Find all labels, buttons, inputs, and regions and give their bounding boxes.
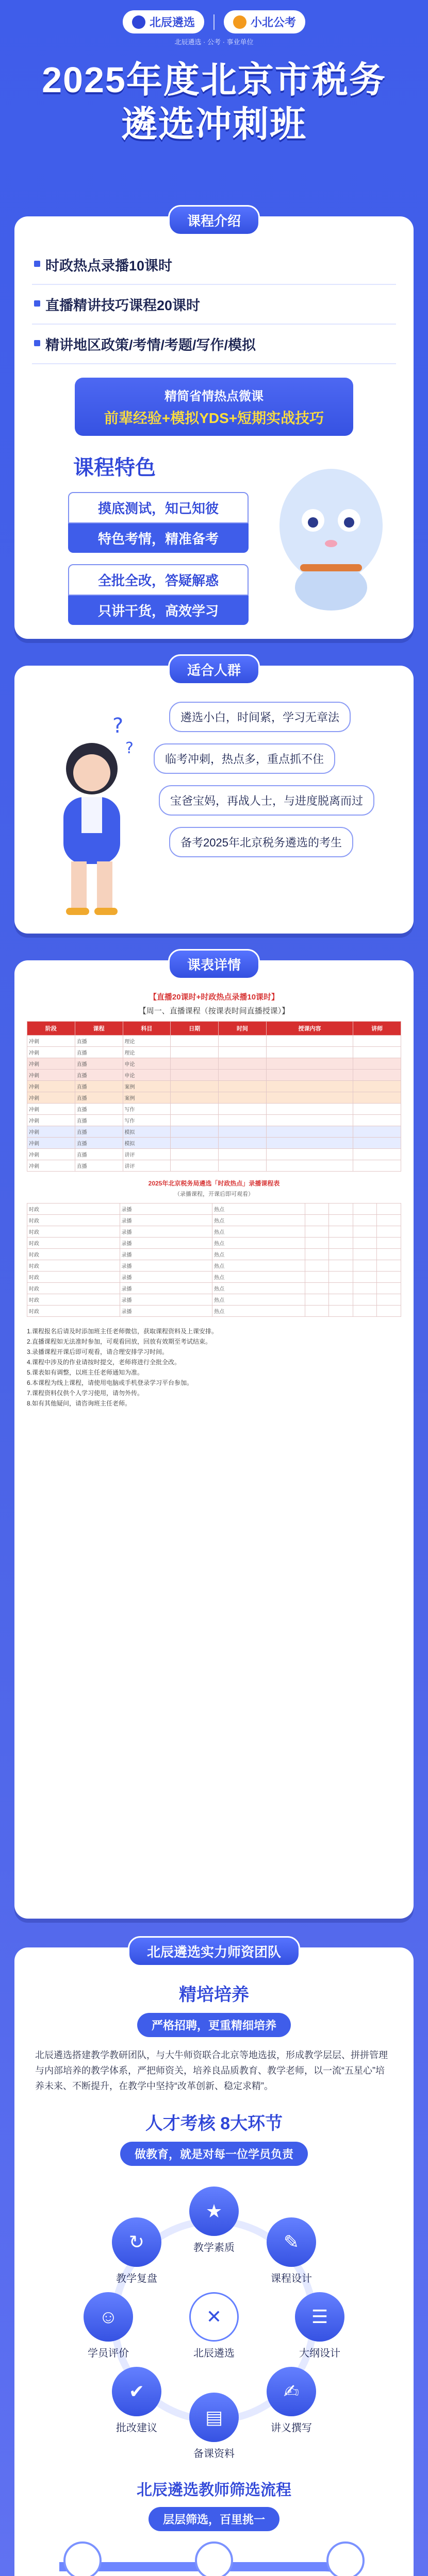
table-cell [329,1306,353,1317]
table-row [27,1081,401,1092]
column-header: 课程 [75,1022,123,1036]
note-line: 1.课程报名后请及时添加班主任老师微信，获取课程资料及上课安排。 [27,1328,218,1335]
table-cell [353,1115,401,1126]
feedback-icon: ☺ [84,2292,133,2342]
course-intro-list [32,245,396,364]
table-cell: 冲刺 [27,1070,75,1081]
correction-icon: ✔ [112,2367,161,2416]
table-cell: 申论 [123,1058,171,1070]
table-cell: 直播 [75,1138,123,1149]
logo-xiaobei [224,10,305,33]
table-cell [219,1126,267,1138]
training-title: 精培培养 [179,1985,249,2005]
table-cell [266,1081,353,1092]
audience-item: 遴选小白，时间紧，学习无章法 [169,702,351,732]
audience-item: 备考2025年北京税务遴选的考生 [169,827,353,857]
note-line: 4.课程中涉及的作业请按时提交，老师将进行全批全改。 [27,1359,181,1366]
table-cell [377,1204,401,1215]
table-cell [219,1036,267,1047]
ring-node: ✔ 批改建议 [108,2367,165,2434]
table-row [27,1238,401,1249]
table-cell: 直播 [75,1036,123,1047]
ring-node: ☰ 大纲设计 [291,2292,348,2360]
outline-icon: ☰ [295,2292,344,2342]
table-cell: 直播 [75,1104,123,1115]
audience-item: 宝爸宝妈，再战人士，与进度脱离而过 [159,785,374,816]
ring-node: ↻ 教学复盘 [108,2217,165,2285]
table-cell: 直播 [75,1081,123,1092]
design-icon: ✎ [267,2217,316,2267]
table-cell [219,1149,267,1160]
table-cell [329,1204,353,1215]
table-cell: 冲刺 [27,1104,75,1115]
table-cell: 直播 [75,1092,123,1104]
teaching-icon: ★ [189,2187,239,2236]
mascot-face-icon: ✕ [189,2292,239,2342]
table-cell: 冲刺 [27,1126,75,1138]
table-cell [377,1226,401,1238]
table-cell [266,1070,353,1081]
table-cell [353,1138,401,1149]
column-header: 授课内容 [266,1022,353,1036]
table-cell: 直播 [75,1047,123,1058]
table-cell: 时政 [27,1283,120,1294]
assessment-title: 人才考核 8大环节 [145,2114,283,2133]
table-cell [305,1226,329,1238]
brand-logos [0,10,428,33]
feature-bottom: 只讲干货，高效学习 [68,596,249,625]
table-cell: 时政 [27,1226,120,1238]
table-cell [266,1047,353,1058]
logo-subtitle: 北辰遴选 · 公考 · 事业单位 [174,38,254,46]
column-header: 科目 [123,1022,171,1036]
handout-icon: ✍ [267,2367,316,2416]
table-cell: 时政 [27,1215,120,1226]
table-cell [305,1294,329,1306]
table-cell: 讲评 [123,1160,171,1172]
training-pill: 严格招聘，更重精细培养 [137,2013,291,2037]
table-cell [353,1306,377,1317]
table-cell: 冲刺 [27,1149,75,1160]
page-title-line2: 遴选冲刺班 [121,104,307,144]
table-cell [329,1215,353,1226]
table-cell: 时政 [27,1249,120,1260]
table-cell [305,1283,329,1294]
table-row [27,1058,401,1070]
table-cell: 冲刺 [27,1036,75,1047]
table-cell [266,1036,353,1047]
table-cell: 直播 [75,1058,123,1070]
table-cell [353,1092,401,1104]
page-title [0,58,428,146]
table-cell [219,1047,267,1058]
intro-item: 时政热点录播10课时 [32,245,396,285]
note-line: 6.本课程为线上课程，请使用电脑或手机登录学习平台参加。 [27,1379,193,1386]
table-row [27,1215,401,1226]
table-cell [353,1283,377,1294]
assessment-pill: 做教育，就是对每一位学员负责 [120,2142,308,2166]
table-cell: 理论 [123,1036,171,1047]
schedule-table-live [27,1021,401,1172]
flow-step [170,2541,258,2576]
table-cell [171,1149,219,1160]
assessment-ring [70,2176,358,2465]
table-cell [353,1149,401,1160]
materials-icon: ▤ [189,2393,239,2442]
table-cell [266,1104,353,1115]
ring-node: ✍ 讲义撰写 [263,2367,320,2434]
table-cell [266,1160,353,1172]
table-cell: 时政 [27,1204,120,1215]
table-cell [377,1238,401,1249]
table-row [27,1070,401,1081]
course-feature-title: 课程特色 [73,456,156,479]
note-line: 3.录播课程开课后即可观看，请合理安排学习时间。 [27,1348,169,1355]
table-cell [353,1160,401,1172]
table-cell: 热点 [212,1260,305,1272]
flow-step [39,2541,126,2576]
table-cell [353,1047,401,1058]
logo-beichen [123,10,204,33]
table-cell [329,1249,353,1260]
table-row [27,1036,401,1047]
table-cell [266,1092,353,1104]
audience-item: 临考冲刺，热点多，重点抓不住 [154,743,335,774]
recorded-schedule-heading: 2025年北京税务局遴选「时政热点」录播课程表 [148,1180,280,1187]
table-cell [219,1115,267,1126]
table-row [27,1204,401,1215]
feature-bottom: 特色考情，精准备考 [68,523,249,553]
selection-flow-title: 北辰遴选教师筛选流程 [137,2482,291,2499]
table-cell [353,1238,377,1249]
table-cell [219,1081,267,1092]
table-cell [377,1283,401,1294]
table-cell [305,1249,329,1260]
table-cell [353,1215,377,1226]
table-cell: 案例 [123,1081,171,1092]
logo-beichen-text: 北辰遴选 [149,16,195,29]
table-cell: 申论 [123,1070,171,1081]
table-cell [219,1138,267,1149]
table-cell [353,1081,401,1092]
table-row [27,1160,401,1172]
table-cell: 直播 [75,1070,123,1081]
table-cell: 热点 [212,1238,305,1249]
table-cell [353,1249,377,1260]
table-row [27,1260,401,1272]
table-cell [377,1294,401,1306]
table-row [27,1249,401,1260]
table-cell [329,1238,353,1249]
table-cell [329,1283,353,1294]
table-row [27,1306,401,1317]
ring-node: ☺ 学员评价 [80,2292,137,2360]
table-cell [377,1260,401,1272]
table-row [27,1272,401,1283]
selection-flow-pill: 层层筛选，百里挑一 [149,2507,279,2531]
table-cell: 冲刺 [27,1058,75,1070]
table-cell: 热点 [212,1283,305,1294]
feature-top: 摸底测试，知己知彼 [68,492,249,523]
table-cell [171,1081,219,1092]
section-tab-audience: 适合人群 [168,654,260,685]
table-cell: 冲刺 [27,1115,75,1126]
table-cell [305,1272,329,1283]
table-cell [377,1272,401,1283]
table-cell [377,1306,401,1317]
table-row [27,1226,401,1238]
logo-divider [213,14,215,30]
teachers-card [14,1944,414,2576]
beichen-logo-icon [132,15,145,29]
resume-icon [63,2541,102,2576]
column-header: 时间 [219,1022,267,1036]
ring-node: ✎ 课程设计 [263,2217,320,2285]
table-cell [171,1126,219,1138]
table-cell [353,1070,401,1081]
table-cell [353,1226,377,1238]
table-cell [219,1058,267,1070]
table-cell [171,1058,219,1070]
table-cell [171,1036,219,1047]
note-line: 2.直播课程如无法准时参加，可观看回放，回放有效期至考试结束。 [27,1338,212,1345]
table-cell: 写作 [123,1115,171,1126]
table-header-row [27,1022,401,1036]
section-tab-schedule: 课表详情 [168,949,260,979]
logo-xiaobei-text: 小北公考 [251,16,297,29]
recorded-schedule-subheading: （录播课程，开课后即可观看） [174,1191,254,1197]
page-title-line1: 2025年度北京市税务 [42,60,386,100]
table-cell [353,1294,377,1306]
table-cell [219,1070,267,1081]
table-cell: 录播 [120,1215,212,1226]
table-cell: 热点 [212,1215,305,1226]
table-cell: 直播 [75,1160,123,1172]
audience-card [14,663,414,934]
table-row [27,1283,401,1294]
table-cell: 录播 [120,1260,212,1272]
selection-flow [28,2541,400,2576]
ring-node: ▤ 备课资料 [186,2393,242,2460]
svg-text:?: ? [125,739,134,757]
table-cell [266,1138,353,1149]
table-cell [219,1092,267,1104]
table-cell: 模拟 [123,1126,171,1138]
table-cell [377,1215,401,1226]
table-cell: 模拟 [123,1138,171,1149]
table-row [27,1104,401,1115]
table-cell: 时政 [27,1272,120,1283]
table-cell: 录播 [120,1204,212,1215]
table-cell [305,1215,329,1226]
column-header: 讲师 [353,1022,401,1036]
table-cell [353,1272,377,1283]
table-cell: 录播 [120,1226,212,1238]
table-cell [171,1115,219,1126]
schedule-notes [27,1326,401,1409]
schedule-heading: 【直播20课时+时政热点录播10课时】 [149,993,279,1002]
schedule-table-recorded [27,1203,401,1317]
table-cell: 写作 [123,1104,171,1115]
teaching-skill-icon [326,2541,365,2576]
table-cell: 讲评 [123,1149,171,1160]
note-line: 8.如有其他疑问，请咨询班主任老师。 [27,1400,131,1407]
table-cell [219,1160,267,1172]
table-cell: 录播 [120,1238,212,1249]
table-cell: 冲刺 [27,1092,75,1104]
schedule-subheading: 【周一、直播课程（按课表时间直播授课）】 [138,1007,290,1015]
note-line: 5.课表如有调整，以班主任老师通知为准。 [27,1369,144,1376]
table-row [27,1047,401,1058]
feature-group [32,492,249,553]
table-cell: 录播 [120,1294,212,1306]
table-cell [266,1115,353,1126]
table-cell: 录播 [120,1249,212,1260]
table-row [27,1115,401,1126]
table-cell: 时政 [27,1306,120,1317]
table-cell [353,1058,401,1070]
table-cell: 冲刺 [27,1138,75,1149]
table-row [27,1092,401,1104]
table-cell: 冲刺 [27,1081,75,1092]
table-cell: 案例 [123,1092,171,1104]
table-cell [171,1104,219,1115]
thinking-person-icon [35,712,154,918]
promo-box [75,378,353,436]
audience-list [165,702,374,869]
table-cell: 冲刺 [27,1160,75,1172]
flow-step [302,2541,389,2576]
table-cell [353,1036,401,1047]
table-cell: 热点 [212,1226,305,1238]
table-cell [377,1249,401,1260]
table-cell [353,1204,377,1215]
intro-item: 精讲地区政策/考情/考题/写作/模拟 [32,325,396,364]
note-line: 7.课程资料仅供个人学习使用，请勿外传。 [27,1389,144,1397]
table-cell [171,1160,219,1172]
table-cell [329,1272,353,1283]
table-cell: 热点 [212,1294,305,1306]
table-cell [219,1104,267,1115]
table-row [27,1138,401,1149]
exam-icon [195,2541,233,2576]
table-row [27,1126,401,1138]
table-cell: 录播 [120,1306,212,1317]
promo-line2: 前辈经验+模拟YDS+短期实战技巧 [104,410,324,426]
table-cell [329,1260,353,1272]
ring-node: ★ 教学素质 [186,2187,242,2254]
column-header: 日期 [171,1022,219,1036]
table-cell: 直播 [75,1115,123,1126]
table-cell: 时政 [27,1260,120,1272]
table-cell [305,1306,329,1317]
table-cell: 录播 [120,1272,212,1283]
table-row [27,1294,401,1306]
table-cell [266,1126,353,1138]
xiaobei-logo-icon [233,15,246,29]
feature-group [32,564,249,625]
table-cell [305,1238,329,1249]
table-cell [353,1260,377,1272]
review-icon: ↻ [112,2217,161,2267]
table-cell: 冲刺 [27,1047,75,1058]
table-cell: 录播 [120,1283,212,1294]
feature-top: 全批全改，答疑解惑 [68,564,249,596]
table-cell: 直播 [75,1126,123,1138]
table-cell: 理论 [123,1047,171,1058]
table-row [27,1149,401,1160]
table-cell [353,1104,401,1115]
table-cell: 时政 [27,1294,120,1306]
table-cell: 热点 [212,1204,305,1215]
training-description: 北辰遴选搭建教学教研团队，与大牛师资联合北京等地选拔，形成教学层层、拼拼管理与内部培养的教学体系，严把师资关，培养良品质教育、教学老师，以一流“五星心”培养未来、不断提升，在教学中坚持“改革创新、稳定求精”。 [35,2050,388,2091]
table-cell [266,1058,353,1070]
ring-center-label: 北辰遴选 [193,2348,235,2359]
table-cell [266,1149,353,1160]
table-cell [353,1126,401,1138]
column-header: 阶段 [27,1022,75,1036]
table-cell [171,1047,219,1058]
intro-item: 直播精讲技巧课程20课时 [32,285,396,325]
table-cell [305,1260,329,1272]
table-cell: 热点 [212,1249,305,1260]
hero-banner [0,0,428,216]
promo-line1: 精简省情热点微课 [164,389,264,403]
section-tab-course-intro: 课程介绍 [168,205,260,235]
course-intro-card [14,213,414,639]
mascot-icon [269,459,393,613]
svg-text:?: ? [112,714,124,738]
table-cell: 直播 [75,1149,123,1160]
table-cell [329,1226,353,1238]
table-cell [329,1294,353,1306]
schedule-card [14,957,414,1919]
table-cell [171,1092,219,1104]
ring-center [186,2292,242,2360]
table-cell [305,1204,329,1215]
section-tab-teachers: 北辰遴选实力师资团队 [128,1936,300,1967]
table-cell: 热点 [212,1272,305,1283]
table-cell: 热点 [212,1306,305,1317]
table-cell [171,1138,219,1149]
table-cell: 时政 [27,1238,120,1249]
table-cell [171,1070,219,1081]
